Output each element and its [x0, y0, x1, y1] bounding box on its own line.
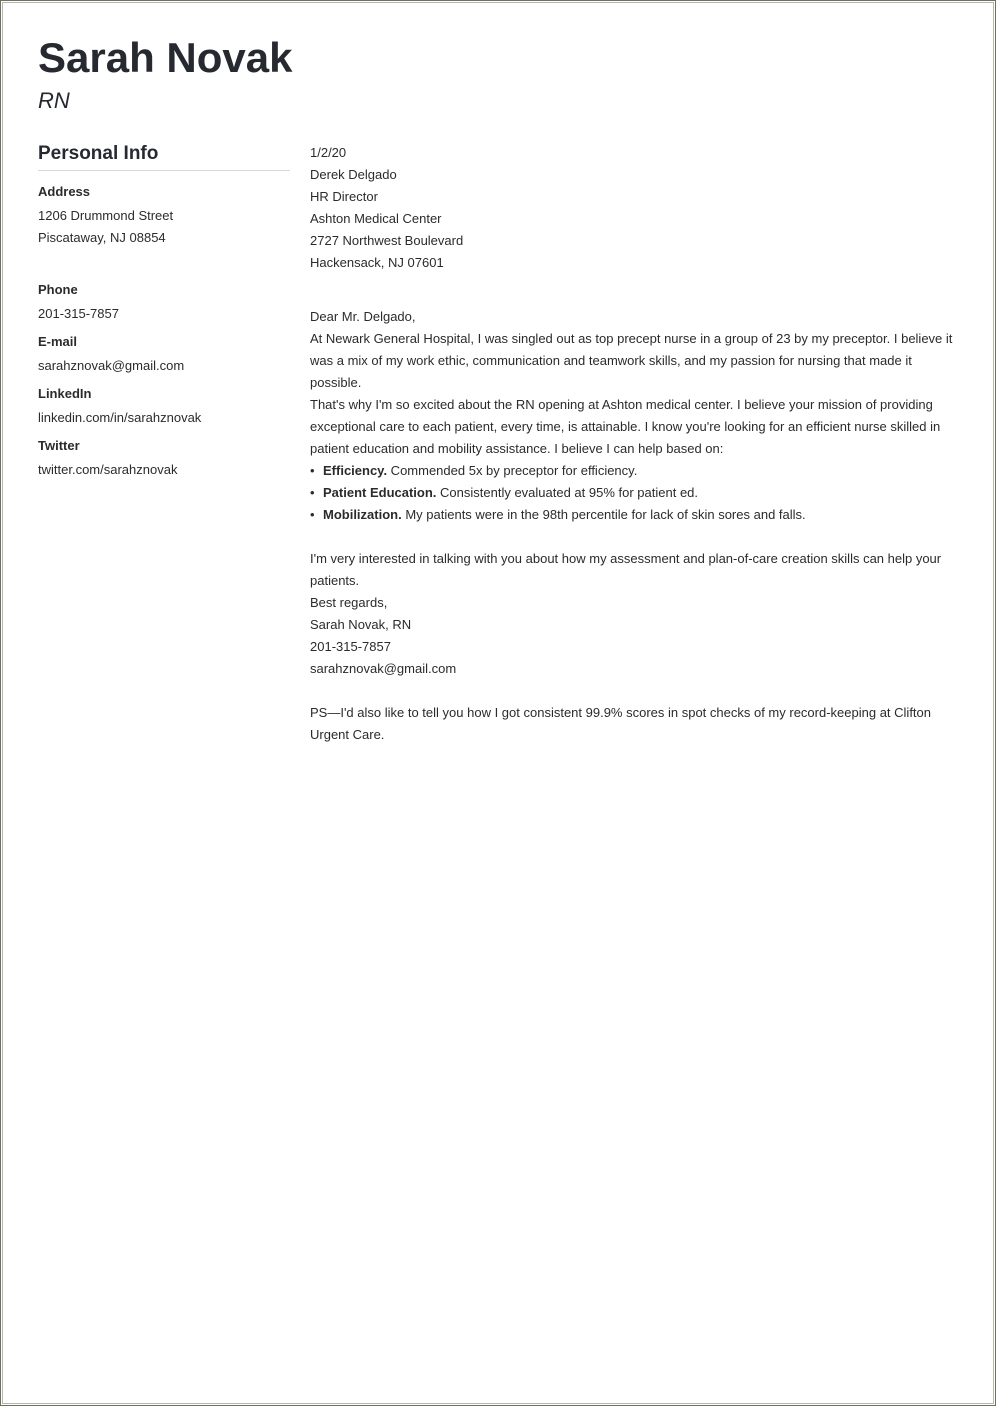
twitter-block — [38, 437, 290, 481]
phone-label: Phone — [38, 282, 78, 297]
linkedin-value: linkedin.com/in/sarahznovak — [38, 410, 202, 425]
signature-name: Sarah Novak, RN — [310, 617, 412, 632]
signature-block — [310, 614, 958, 680]
address-line-1: 1206 Drummond Street — [38, 208, 174, 223]
email-value: sarahznovak@gmail.com — [38, 358, 185, 373]
recipient-name: Derek Delgado — [310, 167, 397, 182]
recipient-street: 2727 Northwest Boulevard — [310, 233, 464, 248]
recipient-role: HR Director — [310, 189, 378, 204]
bullet-heading: Mobilization. — [323, 507, 402, 522]
recipient-block — [310, 164, 958, 274]
achievement-list — [310, 460, 958, 526]
bullet-text: My patients were in the 98th percentile for lack of skin sores and falls. — [401, 507, 806, 522]
linkedin-block — [38, 385, 290, 429]
personal-info-sidebar — [38, 142, 290, 489]
address-label: Address — [38, 184, 91, 199]
resume-header — [38, 34, 292, 114]
list-item — [310, 504, 958, 526]
applicant-title: RN — [38, 88, 70, 113]
recipient-company: Ashton Medical Center — [310, 211, 442, 226]
phone-block — [38, 281, 290, 325]
letter-paragraph-3: I'm very interested in talking with you about how my assessment and plan-of-care creation skills can help your patients. — [310, 551, 942, 588]
twitter-value: twitter.com/sarahznovak — [38, 462, 178, 477]
personal-info-heading: Personal Info — [38, 142, 290, 171]
linkedin-label: LinkedIn — [38, 386, 92, 401]
bullet-icon: • — [310, 463, 315, 478]
letter-date: 1/2/20 — [310, 145, 347, 160]
letter-paragraph-2: That's why I'm so excited about the RN opening at Ashton medical center. I believe your mission of providing exceptional care to each patient, every time, is attainable. I know you're looking for an efficient nurse skilled in patient education and mobility assistance. I believe I can help based on: — [310, 397, 941, 456]
bullet-heading: Patient Education. — [323, 485, 437, 500]
letter-paragraph-1: At Newark General Hospital, I was singled out as top precept nurse in a group of 23 by my preceptor. I believe it was a mix of my work ethic, communication and teamwork skills, and my passion for nursing that made it possible. — [310, 331, 953, 390]
bullet-text: Commended 5x by preceptor for efficiency. — [387, 463, 638, 478]
letter-postscript: PS—I'd also like to tell you how I got consistent 99.9% scores in spot checks of my record-keeping at Clifton Urgent Care. — [310, 705, 932, 742]
letter-greeting: Dear Mr. Delgado, — [310, 309, 416, 324]
signature-email: sarahznovak@gmail.com — [310, 661, 457, 676]
bullet-icon: • — [310, 507, 315, 522]
twitter-label: Twitter — [38, 438, 80, 453]
list-item — [310, 460, 958, 482]
list-item — [310, 482, 958, 504]
cover-letter-body — [310, 142, 958, 746]
address-block — [38, 183, 290, 249]
bullet-text: Consistently evaluated at 95% for patient ed. — [436, 485, 699, 500]
applicant-name: Sarah Novak — [38, 34, 293, 81]
signature-phone: 201-315-7857 — [310, 639, 391, 654]
letter-closing: Best regards, — [310, 595, 388, 610]
address-line-2: Piscataway, NJ 08854 — [38, 230, 166, 245]
bullet-icon: • — [310, 485, 315, 500]
recipient-city: Hackensack, NJ 07601 — [310, 255, 444, 270]
email-block — [38, 333, 290, 377]
email-label: E-mail — [38, 334, 78, 349]
bullet-heading: Efficiency. — [323, 463, 388, 478]
phone-value: 201-315-7857 — [38, 306, 119, 321]
